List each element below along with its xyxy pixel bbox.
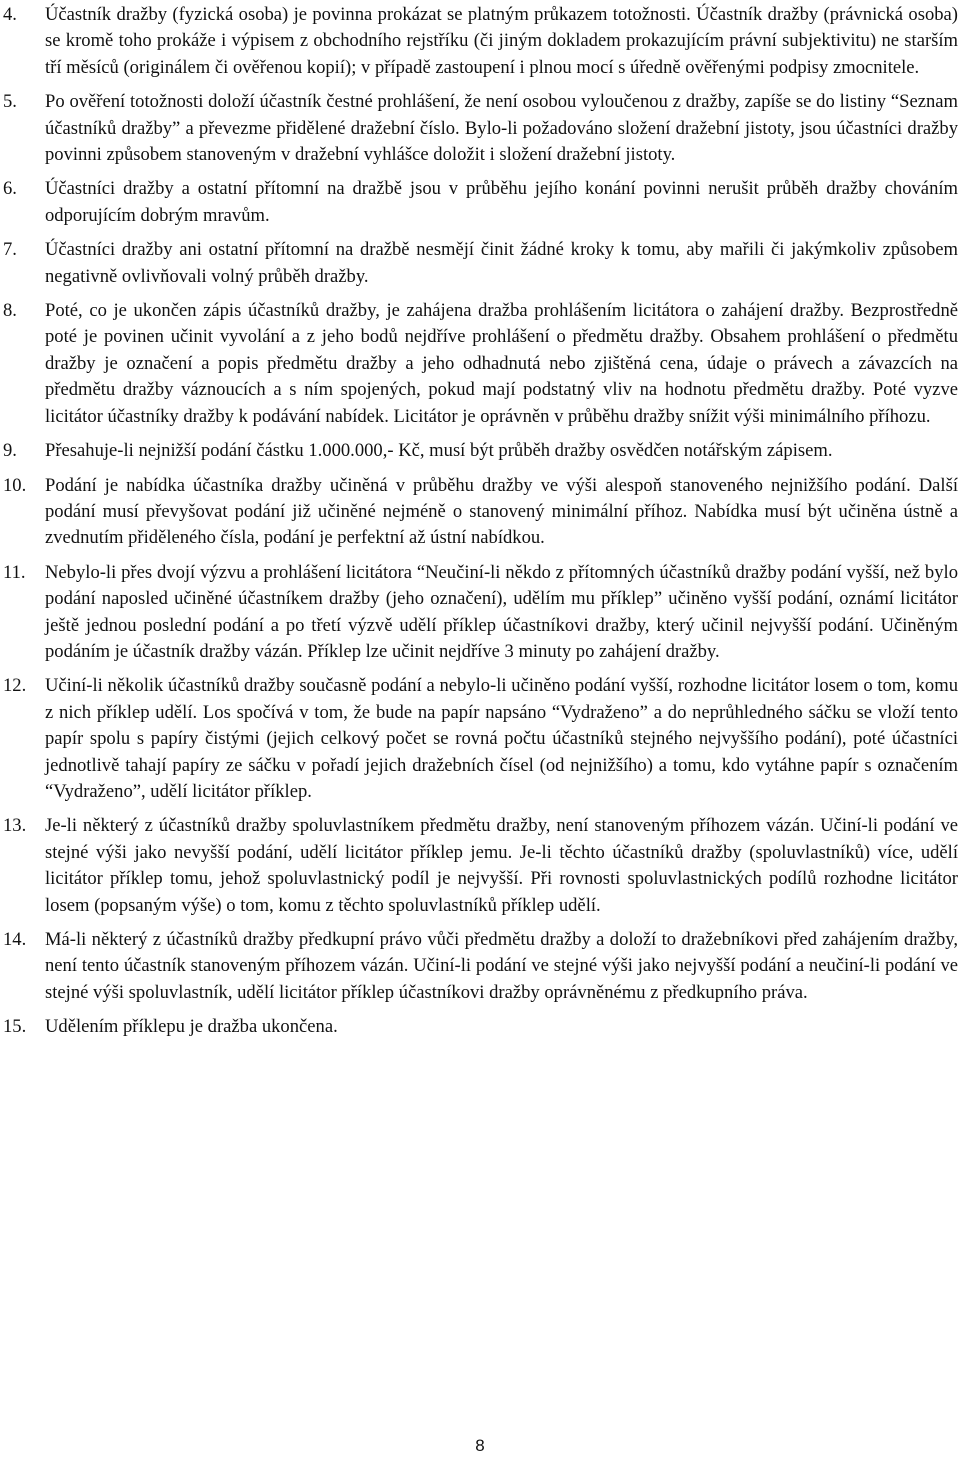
item-text: Nebylo-li přes dvojí výzvu a prohlášení licitátora “Neučiní-li někdo z přítomných účastníků dražby podání vyšší, než bylo podání naposled učiněné účastníkem dražby (jeho označení), udělím mu příklep” učiněno vyšší podání, oznámí licitátor ještě jednou poslední podání a po třetí výzvě udělí příklep účastníkovi dražby, který učinil nejvyšší podání. Učiněným podáním je účastník dražby vázán. Příklep lze učinit nejdříve 3 minuty po zahájení dražby. — [45, 561, 958, 662]
item-text: Účastník dražby (fyzická osoba) je povinna prokázat se platným průkazem totožnosti. Účastník dražby (právnická osoba) se kromě toho prokáže i výpisem z obchodního rejstříku (či jiným dokladem prokazujícím právní subjektivitu) ne starším tří měsíců (originálem či ověřenou kopií); v případě zastoupení i plnou mocí s úředně ověřenými podpisy zmocnitele. — [45, 4, 958, 78]
item-number: 13. — [3, 815, 27, 837]
item-number: 11. — [3, 561, 26, 583]
item-number: 14. — [3, 929, 27, 950]
list-item — [3, 176, 958, 229]
list-item — [3, 927, 958, 1006]
item-text: Je-li některý z účastníků dražby spoluvlastníkem předmětu dražby, není stanoveným příhozem vázán. Učiní-li podání ve stejné výši jako nevyšší podání, udělí licitátor příklep jemu. Je-li těchto účastníků dražby (spoluvlastníků) více, udělí licitátor příklep tomu, jehož spoluvlastnický podíl je nejvyšší. Při rovnosti spoluvlastnických podílů rozhodne licitátor losem (popsaným výše) o tom, komu z těchto spoluvlastníků příklep udělí. — [45, 815, 958, 916]
item-number: 10. — [3, 474, 27, 496]
list-item — [3, 813, 958, 919]
item-text: Má-li některý z účastníků dražby předkupní právo vůči předmětu dražby a doloží to dražebníkovi před zahájením dražby, není tento účastník stanoveným příhozem vázán. Učiní-li podání ve stejné výši jako nejvyšší podání a neučiní-li podání ve stejné výši spoluvlastník, udělí licitátor příklep účastníkovi dražby oprávněnému z předkupního práva. — [45, 929, 958, 1003]
list-item — [3, 89, 958, 168]
item-text: Přesahuje-li nejnižší podání částku 1.000.000,- Kč, musí být průběh dražby osvědčen notářským zápisem. — [45, 440, 833, 462]
item-number: 7. — [3, 239, 17, 261]
list-item — [3, 2, 958, 81]
item-text: Poté, co je ukončen zápis účastníků dražby, je zahájena dražba prohlášením licitátora o zahájení dražby. Bezprostředně poté je povinen učinit vyvolání a z jeho bodů nejdříve prohlášení o předmětu dražby. Obsahem prohlášení o předmětu dražby je označení a popis předmětu dražby a jeho odhadnutá nebo zjištěná cena, údaje o právech a závazcích na předmětu dražby váznoucích a s ním spojených, pokud mají podstatný vliv na hodnotu předmětu dražby. Poté vyzve licitátor účastníky dražby k podávání nabídek. Licitátor je oprávněn v průběhu dražby snížit výši minimálního příhozu. — [45, 300, 958, 427]
item-text: Udělením příklepu je dražba ukončena. — [45, 1016, 338, 1038]
item-text: Podání je nabídka účastníka dražby učiněná v průběhu dražby ve výši alespoň stanoveného nejnižšího podání. Další podání musí převyšovat podání již učiněné nejméně o stanovený minimální příhoz. Nabídka musí být učiněna ústně a zvednutím přiděleného čísla, podání je perfektní až ústní nabídkou. — [45, 474, 958, 549]
list-item — [3, 237, 958, 290]
item-text: Učiní-li několik účastníků dražby současně podání a nebylo-li učiněno podání vyšší, rozhodne licitátor losem o tom, komu z nich příklep udělí. Los spočívá v tom, že bude na papír napsáno “Vydraženo” a do neprůhledného sáčku se vloží tento papír spolu s papíry čistými (jejich celkový počet se rovná počtu účastníků stejného nejvyššího podání), poté účastníci jednotlivě tahají papíry ze sáčku v pořadí jejich dražebních čísel (od nejnižšího) a tomu, kdo vytáhne papír s označením “Vydraženo”, udělí licitátor příklep. — [45, 675, 958, 802]
page-number: 8 — [475, 1436, 485, 1455]
item-number: 5. — [3, 91, 17, 113]
item-number: 4. — [3, 4, 17, 25]
item-number: 6. — [3, 178, 17, 200]
list-item — [3, 1014, 958, 1040]
item-text: Účastníci dražby a ostatní přítomní na dražbě jsou v průběhu jejího konání povinni nerušit průběh dražby chováním odporujícím dobrým mravům. — [45, 178, 958, 226]
item-number: 12. — [3, 675, 27, 697]
numbered-list — [3, 2, 958, 1049]
list-item — [3, 560, 958, 666]
item-text: Účastníci dražby ani ostatní přítomní na dražbě nesmějí činit žádné kroky k tomu, aby mařili či jakýmkoliv způsobem negativně ovlivňovali volný průběh dražby. — [45, 239, 958, 287]
list-item — [3, 438, 958, 464]
list-item — [3, 673, 958, 805]
list-item — [3, 473, 958, 552]
item-number: 9. — [3, 440, 17, 462]
list-item — [3, 298, 958, 430]
item-text: Po ověření totožnosti doloží účastník čestné prohlášení, že není osobou vyloučenou z dražby, zapíše se do listiny “Seznam účastníků dražby” a převezme přidělené dražební číslo. Bylo-li požadováno složení dražební jistoty, jsou účastníci dražby povinni způsobem stanoveným v dražební vyhlášce doložit i složení dražební jistoty. — [45, 91, 958, 166]
item-number: 8. — [3, 300, 17, 322]
item-number: 15. — [3, 1016, 27, 1038]
